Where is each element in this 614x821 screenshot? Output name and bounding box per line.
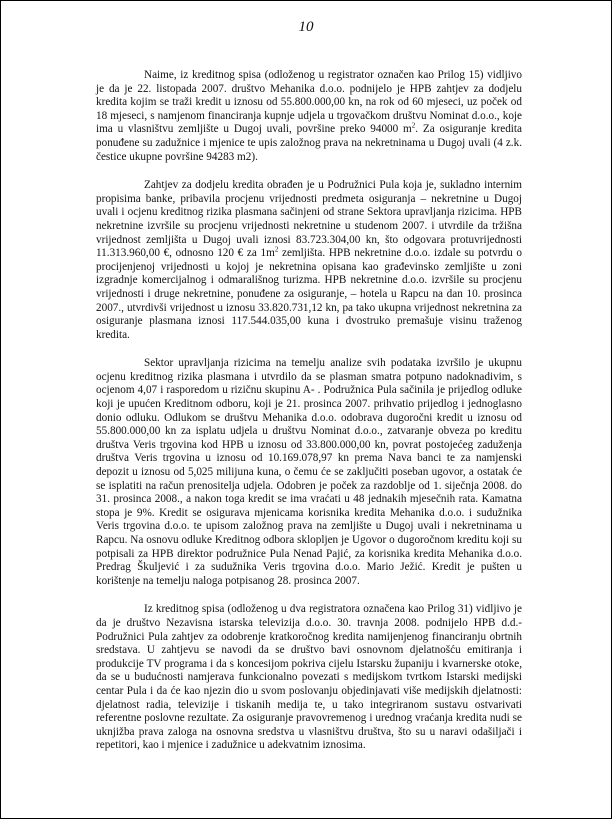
document-body xyxy=(96,69,522,753)
superscript: 2 xyxy=(411,121,416,130)
paragraph-text: Naime, iz kreditnog spisa (odloženog u registrator označen kao Prilog 15) vidljivo je da je 22. listopada 2007. društvo Mehanika d.o.o. podnijelo je HPB zahtjev za dodjelu kredita kojim se traži kredit u iznosu od 55.800.000,00 kn, na rok od 60 mjeseci, uz poček od 18 mjeseci, s namjenom financiranja kupnje udjela u trgovačkom društvu Nominat d.o.o., koje ima u vlasništvu zemljište u Dugoj uvali, površine preko 94000 m xyxy=(96,69,522,136)
page-number: 10 xyxy=(298,19,314,35)
paragraph-tail: zemljišta. HPB nekretnine d.o.o. izdale su potvrdu o procijenjenoj vrijednosti u kojoj je nekretnina opisana kao građevinsko zemljište u zoni izgradnje komercijalnog i odmarališnog turizma. HPB nekretnine d.o.o. izvršile su procjenu vrijednosti i druge nekretnine, ponuđene za osiguranje, – hotela u Rapcu na dan 10. prosinca 2007., utvrdivši vrijednost u iznosu 33.820.731,12 kn, pa tako ukupna vrijednost nekretnina za osiguranje plasmana iznosi 117.544.035,00 kuna i dvostruko premašuje visinu traženog kredita. xyxy=(96,247,522,341)
paragraph-text: Zahtjev za dodjelu kredita obrađen je u Podružnici Pula koja je, sukladno internim propisima banke, pribavila procjenu vrijednosti predmeta osiguranja – nekretnine u Dugoj uvali i ocjenu kreditnog rizika plasmana sačinjeni od strane Sektora upravljanja rizicima. HPB nekretnine izvršile su procjenu vrijednosti nekretnine u studenom 2007. i utvrdile da tržišna vrijednost zemljišta u Dugoj uvali iznosi 83.723.304,00 kn, što odgovara protuvrijednosti 11.313.960,00 €, odnosno 120 € za 1m xyxy=(96,179,522,260)
paragraph-credit-request-mehanika xyxy=(96,69,522,164)
paragraph-valuation xyxy=(96,179,522,342)
paragraph-tail: . Za osiguranje kredita ponuđene su zadužnice i mjenice te upis založnog prava na nekretninama u Dugoj uvali (4 z.k. čestice ukupne površine 94283 m2). xyxy=(96,123,522,163)
paragraph-text: Sektor upravljanja rizicima na temelju analize svih podataka izvršilo je ukupnu ocjenu kreditnog rizika plasmana i utvrdilo da se plasman smatra potpuno nadoknadivim, s ocjenom 4,07 i rasporedom u rizičnu skupinu A- . Podružnica Pula sačinila je prijedlog odluke koji je upućen Kreditnom odboru, koji je 21. prosinca 2007. prihvatio prijedlog i jednoglasno donio odluku. Odlukom se društvu Mehanika d.o.o. odobrava dugoročni kredit u iznosu od 55.800.000,00 kn za isplatu udjela u društvu Nominat d.o.o., zatvaranje obveza po kreditu društva Veris trgovina kod HPB u iznosu od 33.800.000,00 kn, povrat postojećeg zaduženja društva Veris trgovina u iznosu od 10.169.078,97 kn prema Nava banci te za namjenski depozit u iznosu od 5,025 milijuna kuna, o čemu će se zaključiti poseban ugovor, a ostatak će se isplatiti na račun prenositelja udjela. Odobren je poček za razdoblje od 1. siječnja 2008. do 31. prosinca 2008., a nakon toga kredit se ima vraćati u 48 jednakih mjesečnih rata. Kamatna stopa je 9%. Kredit se osigurava mjenicama korisnika kredita Mehanika d.o.o. i sudužnika Veris trgovina d.o.o. te upisom založnog prava na zemljište u Dugoj uvali i nekretninama u Rapcu. Na osnovu odluke Kreditnog odbora sklopljen je Ugovor o dugoročnom kreditu koji su potpisali za HPB direktor podružnice Pula Nenad Pajić, za korisnika kredita Mehanika d.o.o. Predrag Škuljević i za sudužnika Veris trgovina d.o.o. Mario Ježić. Kredit je pušten u korištenje na temelju naloga potpisanog 28. prosinca 2007. xyxy=(96,357,522,587)
paragraph-nit-credit-request xyxy=(96,603,522,753)
superscript: 2 xyxy=(274,245,279,254)
paragraph-text: Iz kreditnog spisa (odloženog u dva registratora označena kao Prilog 31) vidljivo je da je društvo Nezavisna istarska televizija d.o.o. 30. travnja 2008. podnijelo HPB d.d.-Podružnici Pula zahtjev za odobrenje kratkoročnog kredita namijenjenog financiranju obrtnih sredstava. U zahtjevu se navodi da se društvo bavi osnovnom djelatnošću emitiranja i produkcije TV programa i da s koncesijom pokriva cijelu Istarsku županiju i kvarnerske otoke, da se u budućnosti namjerava funkcionalno povezati s medijskom tvrtkom Istarski medijski centar Pula i da će kao njezin dio u svom poslovanju objedinjavati više medijskih djelatnosti: djelatnost radia, televizije i tiskanih medija te, u tako integriranom sustavu ostvarivati referentne poslovne rezultate. Za osiguranje pravovremenog i urednog vraćanja kredita nudi se uknjižba prava zaloga na osnovna sredstva u vlasništvu društva, što su u naravi odašiljači i repetitori, kao i mjenice i zadužnice u adekvatnim iznosima. xyxy=(96,603,522,752)
paragraph-risk-assessment xyxy=(96,357,522,588)
